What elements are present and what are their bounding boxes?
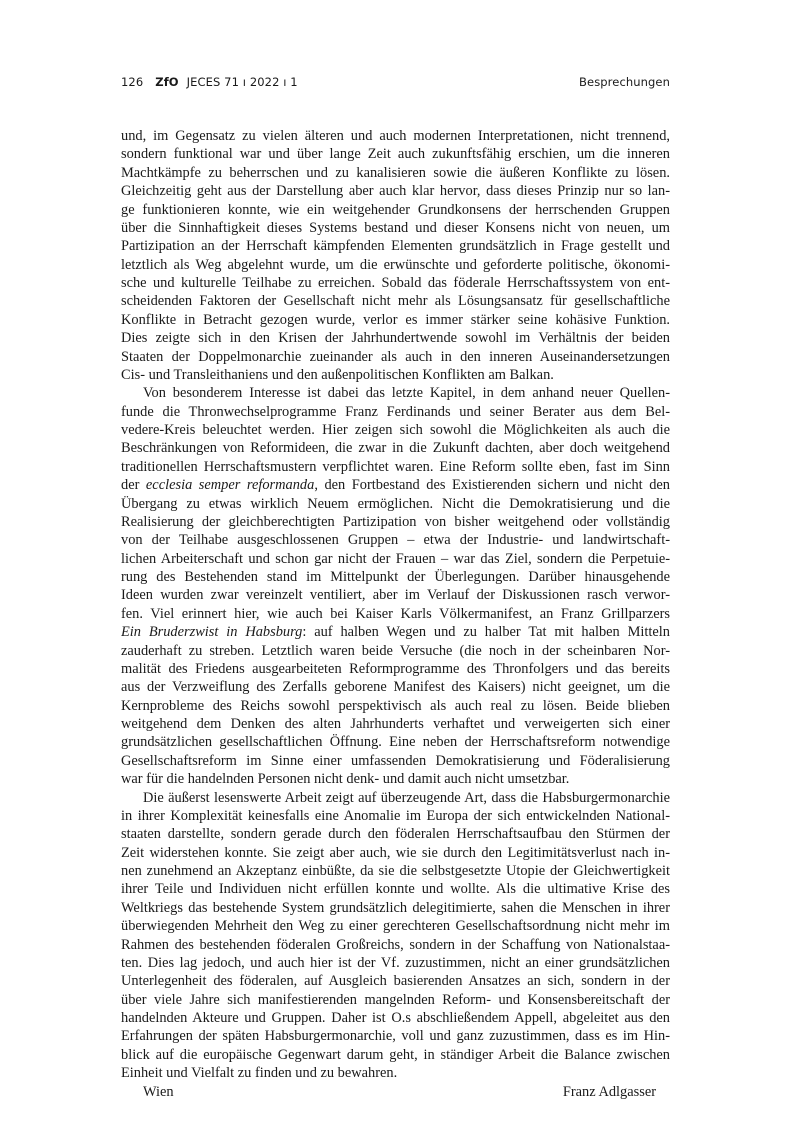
text-line [121, 366, 670, 384]
text-segment: sondern funktional war und über lange Zeit auch zukunftsfähig erschien, um die inneren [121, 146, 670, 163]
text-segment: funde die Thronwechselprogramme Franz Ferdinands und seiner Berater aus dem Bel- [121, 403, 670, 420]
text-line [121, 770, 670, 788]
text-line [121, 237, 670, 255]
text-line [121, 495, 670, 513]
text-segment: Unterlegenheit des föderalen, auf Ausgleich basierenden Ansatzes an sich, sondern in der [121, 973, 670, 990]
text-line [121, 605, 670, 623]
journal-name: ZfO [155, 75, 179, 89]
text-segment: weitgehend dem Denken des alten Jahrhunderts verhaftet und verweigerten sich einer [121, 716, 670, 732]
text-line [121, 880, 670, 898]
text-segment: Partizipation an der Herrschaft kämpfenden Elementen grundsätzlich in Frage gestellt und [121, 238, 670, 255]
text-line [121, 182, 670, 200]
text-segment: über viele Jahre sich manifestierenden mangelnden Reform- und Konsensbereitschaft der [121, 991, 670, 1008]
text-segment: Realisierung der gleichberechtigten Partizipation von bisher weitgehend oder vollständig [121, 513, 670, 530]
text-line [121, 825, 670, 843]
running-header [121, 75, 670, 91]
text-line [121, 476, 670, 494]
text-line [121, 384, 670, 402]
text-line [121, 807, 670, 825]
text-segment: in ihrer Komplexität keinesfalls eine Anomalie im Europa der sich entwickelnden National- [121, 807, 670, 824]
text-line [121, 678, 670, 696]
italic-title: ecclesia semper reformanda [145, 477, 315, 494]
text-line [121, 348, 670, 366]
text-segment: Rahmen des bestehenden föderalen Großreichs, sondern in der Schaffung von Nationalstaa- [121, 936, 670, 953]
text-line [121, 531, 670, 549]
text-segment: Dies zeigte sich in den Krisen der Jahrhundertwende sowohl im Verhältnis der beiden [121, 330, 670, 347]
text-line [121, 421, 670, 439]
text-segment: aus der Verzweiflung des Zerfalls geborene Manifest des Kaisers) nicht geeignet, um die [121, 679, 670, 696]
text-segment: Konflikte in Betracht gezogen wurde, verlor es immer stärker seine kohäsive Funktion. [121, 311, 670, 328]
text-segment: Die äußerst lesenswerte Arbeit zeigt auf überzeugende Art, dass die Habsburgermonarchie [143, 789, 670, 806]
text-line [121, 403, 670, 421]
text-segment: Zeit widerstehen konnte. Sie zeigt aber auch, wie sie durch den Legitimitätsverlust nach in- [121, 844, 670, 861]
text-segment: Einheit und Vielfalt zu finden und zu bewahren. [121, 1065, 398, 1082]
text-line [121, 642, 670, 660]
signature-author: Franz Adlgasser [562, 1083, 656, 1100]
text-segment: Machtkämpfe zu beherrschen und zu kanalisieren sowie die äußeren Konflikte zu lösen. [121, 164, 670, 181]
text-segment: nen zunehmend an Akzeptanz einbüßte, da sie die selbstgesetzte Utopie der Gleichwertigkeit [121, 863, 670, 879]
signature-line [121, 1083, 670, 1101]
text-line [121, 899, 670, 917]
text-line [121, 439, 670, 457]
text-segment: lichen Arbeiterschaft und schon gar nicht der Frauen – war das Ziel, sondern die Perpetuie- [121, 550, 670, 567]
text-segment: war für die handelnden Personen nicht denk- und damit auch nicht umsetzbar. [121, 771, 570, 788]
text-segment: ten. Dies lag jedoch, und auch hier ist der Vf. zuzustimmen, nicht an einer grundsätzlichen [121, 954, 670, 971]
text-line [121, 715, 670, 733]
text-segment: Übergang zu etwas wirklich Neuem ermöglichen. Nicht die Demokratisierung und die [121, 495, 670, 512]
text-line [121, 1064, 670, 1082]
paragraph [121, 384, 670, 788]
text-segment: Gesellschaftsreform im Sinne einer umfassenden Demokratisierung und Föderalisierung [121, 752, 670, 769]
text-segment: über die Sinnhaftigkeit dieses Systems bestand und dieser Konsens nicht von neuen, um [121, 219, 670, 236]
text-segment: zauderhaft zu streben. Letztlich waren beide Versuche (die noch in der scheinbaren Nor- [121, 642, 670, 659]
text-line [121, 311, 670, 329]
text-segment: : auf halben Wegen und zu halber Tat mit halben Mitteln [302, 624, 670, 641]
text-segment: Cis- und Transleithaniens und den außenpolitischen Konflikten am Balkan. [121, 366, 554, 383]
text-line [121, 127, 670, 145]
text-segment: Erfahrungen der späten Habsburgermonarchie, voll und ganz zuzustimmen, dass es im Hin- [121, 1028, 670, 1045]
text-segment: sche und kulturelle Teilhabe zu erreichen. Sobald das föderale Herrschaftssystem von ent- [121, 275, 670, 291]
text-line [121, 660, 670, 678]
text-segment: und, im Gegensatz zu vielen älteren und auch modernen Interpretationen, nicht trennend, [121, 128, 670, 144]
text-line [121, 550, 670, 568]
text-line [121, 972, 670, 990]
text-segment: , den Fortbestand des Existierenden sichern und nicht den [314, 477, 670, 494]
text-line [121, 752, 670, 770]
text-segment: ihrer Teile und Individuen nicht erfüllen konnte und wollte. Als die ultimative Krise des [121, 881, 670, 898]
journal-issue: JECES 71 ı 2022 ı 1 [186, 75, 298, 89]
text-line [121, 256, 670, 274]
text-segment: Kernprobleme des Reichs sowohl perspektivisch als auch real zu lösen. Beide blieben [121, 697, 670, 714]
text-line [121, 697, 670, 715]
text-line [121, 862, 670, 880]
text-line [121, 733, 670, 751]
text-segment: Beschränkungen von Reformideen, die zwar in die Zukunft dachten, aber doch weitgehend [121, 440, 670, 457]
text-segment: handelnden Akteure und Gruppen. Daher ist O.s abschließendem Appell, abgeleitet aus den [121, 1010, 670, 1026]
text-segment: staaten darstellte, sondern gerade durch den föderalen Herrschaftsaufbau den Stürmen der [121, 826, 670, 843]
page-number: 126 [121, 75, 144, 89]
section-title: Besprechungen [579, 75, 670, 89]
paragraph [121, 127, 670, 384]
text-line [121, 844, 670, 862]
text-segment: Ideen wurden zwar vereinzelt ventiliert, aber im Verlauf der Diskussionen rasch verwor- [121, 587, 670, 604]
text-line [121, 219, 670, 237]
text-segment: Von besonderem Interesse ist dabei das letzte Kapitel, in dem anhand neuer Quellen- [143, 385, 670, 402]
text-line [121, 917, 670, 935]
text-segment: vedere-Kreis beleuchtet werden. Hier zeigen sich sowohl die Möglichkeiten als auch die [121, 422, 670, 438]
text-segment: rung des Bestehenden stand im Mittelpunkt der Überlegungen. Darüber hinausgehende [121, 569, 670, 585]
text-line [121, 1027, 670, 1045]
text-line [121, 586, 670, 604]
text-line [121, 623, 670, 641]
text-line [121, 1009, 670, 1027]
text-line [121, 789, 670, 807]
text-segment: malität des Friedens ausgearbeiteten Reformprogramme des Thronfolgers und das bereits [121, 660, 670, 677]
text-line [121, 954, 670, 972]
review-body [121, 127, 670, 1101]
text-segment: überwiegenden Mehrheit den Weg zu einer gerechteren Gesellschaftsordnung nicht mehr im [121, 918, 670, 935]
text-line [121, 274, 670, 292]
text-segment: Weltkriegs das bestehende System grundsätzlich delegitimierte, sahen die Menschen in ihrer [121, 899, 670, 916]
text-segment: von der Teilhabe ausgeschlossenen Gruppen – etwa der Industrie- und landwirtschaft- [121, 532, 670, 549]
text-line [121, 458, 670, 476]
text-segment: der [121, 477, 146, 494]
text-segment: Gleichzeitig geht aus der Darstellung aber auch klar hervor, dass dieses Prinzip nur so lan- [121, 183, 670, 200]
text-segment: scheidenden Faktoren der Gesellschaft nicht mehr als Lösungsansatz für gesellschaftliche [121, 293, 670, 310]
text-segment: letztlich als Weg abgelehnt wurde, um die erwünschte und geforderte politische, ökonomi- [121, 256, 670, 273]
text-segment: blick auf die europäische Gegenwart darum geht, in ständiger Arbeit die Balance zwischen [121, 1046, 670, 1063]
text-line [121, 1046, 670, 1064]
text-line [121, 201, 670, 219]
paragraph [121, 789, 670, 1083]
text-line [121, 936, 670, 954]
text-line [121, 513, 670, 531]
italic-title: Ein Bruderzwist in Habsburg [121, 624, 303, 641]
text-segment: Staaten der Doppelmonarchie zueinander als auch in den inneren Auseinandersetzungen [121, 348, 670, 365]
text-line [121, 164, 670, 182]
text-segment: ge funktionieren konnte, wie ein weitgehender Grundkonsens der herrschenden Gruppen [121, 201, 670, 218]
text-line [121, 568, 670, 586]
header-left [121, 75, 298, 89]
signature-place: Wien [143, 1083, 174, 1100]
text-line [121, 991, 670, 1009]
text-line [121, 292, 670, 310]
text-line [121, 145, 670, 163]
text-segment: grundsätzlichen gesellschaftlichen Öffnung. Eine neben der Herrschaftsreform notwendige [121, 734, 670, 751]
text-segment: traditionellen Herrschaftsmustern verpflichtet waren. Eine Reform sollte eben, fast im Sinn [121, 458, 670, 475]
text-segment: fen. Viel erinnert hier, wie auch bei Kaiser Karls Völkermanifest, an Franz Grillparzers [121, 605, 670, 622]
text-line [121, 329, 670, 347]
